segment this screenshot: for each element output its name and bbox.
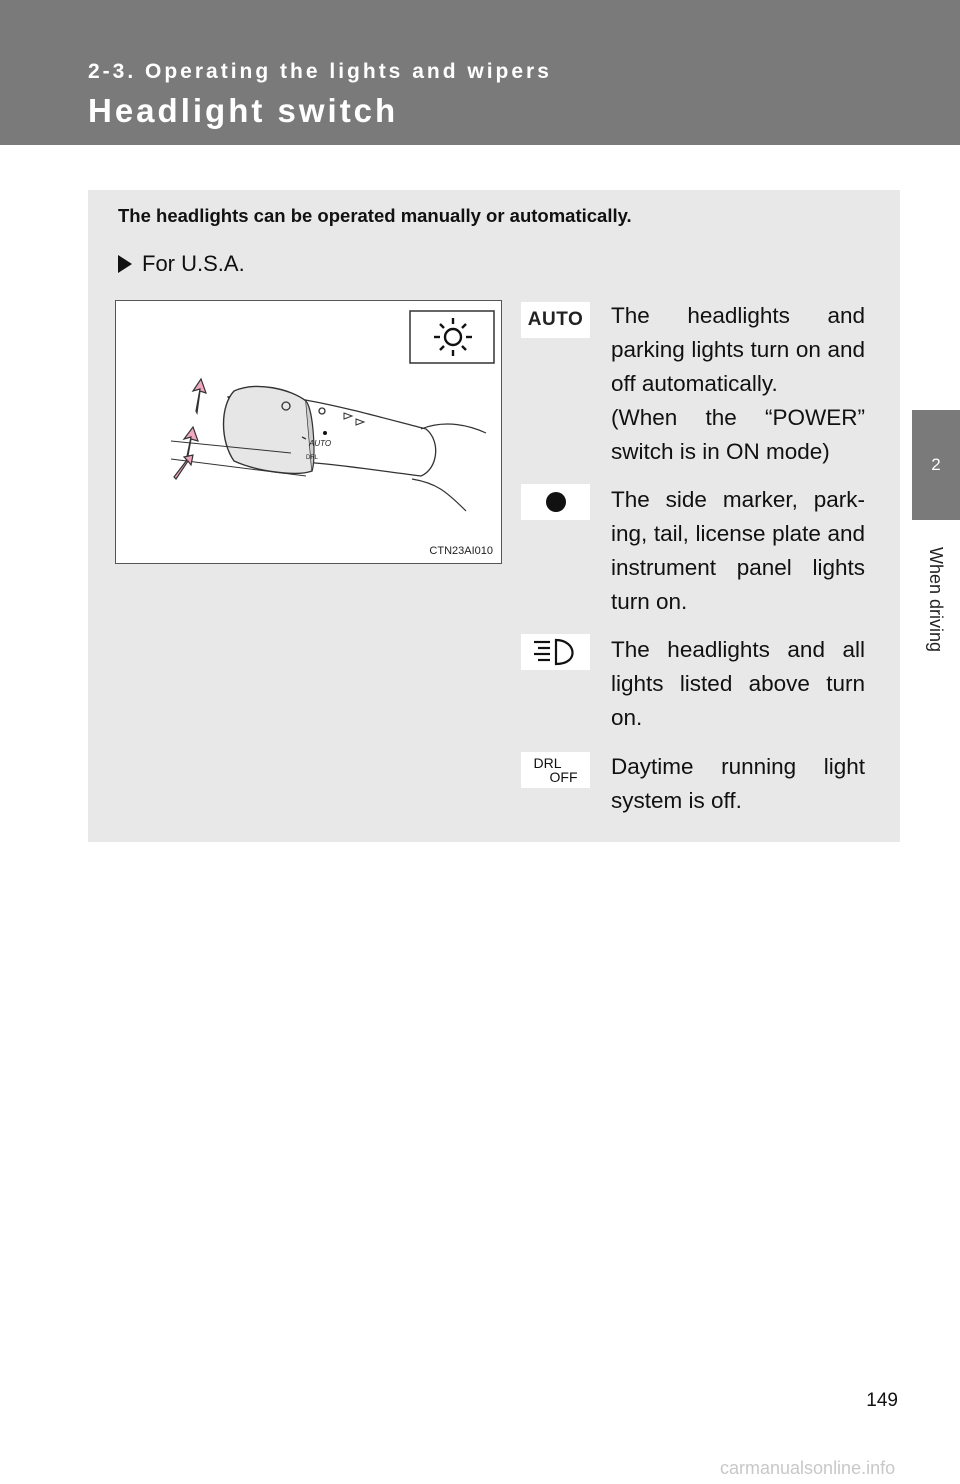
- headlight-switch-illustration: [115, 300, 502, 564]
- drl-description-text: Daytime running light system is off.: [611, 754, 865, 813]
- headlight-icon: [521, 634, 590, 670]
- page-title: Headlight switch: [88, 92, 399, 129]
- header-bar: [0, 0, 960, 145]
- headlight-description-text: The headlights and all lights listed above turn on.: [611, 637, 865, 730]
- headlight-symbol-icon: [528, 636, 584, 668]
- section-label: 2-3. Operating the lights and wipers: [88, 60, 552, 83]
- black-dot-icon: [546, 492, 566, 512]
- svg-text:AUTO: AUTO: [309, 439, 332, 448]
- region-heading: [118, 251, 245, 277]
- auto-description-line: The headlights and parking lights turn on and off automatically.: [611, 303, 865, 396]
- svg-text:DRL: DRL: [306, 455, 319, 461]
- drl-off-icon: [521, 752, 590, 788]
- drl-description: [611, 750, 865, 818]
- side-marker-description-text: The side marker, park-ing, tail, license plate and instrument panel lights turn on.: [611, 487, 865, 614]
- off-label: OFF: [549, 769, 578, 785]
- auto-icon-label: AUTO: [527, 309, 584, 330]
- side-marker-dot-icon: [521, 484, 590, 520]
- auto-icon: [521, 302, 590, 338]
- chapter-label-text: When driving: [926, 546, 947, 652]
- watermark: carmanualsonline.info: [720, 1458, 896, 1478]
- side-marker-description: [611, 483, 865, 619]
- auto-description: [611, 299, 865, 469]
- triangle-bullet-icon: [118, 255, 132, 273]
- headlight-description: [611, 633, 865, 735]
- lever-illustration-svg: [116, 301, 501, 563]
- page-number: 149: [866, 1390, 898, 1411]
- drl-label: DRL: [533, 755, 562, 771]
- figure-code: CTN23AI010: [429, 545, 493, 557]
- chapter-tab-label: [912, 524, 960, 674]
- chapter-tab: 2: [912, 410, 960, 520]
- intro-text: The headlights can be operated manually or automatically.: [118, 205, 632, 226]
- region-label: For U.S.A.: [142, 251, 245, 276]
- auto-description-note: (When the “POWER” switch is in ON mode): [611, 405, 865, 464]
